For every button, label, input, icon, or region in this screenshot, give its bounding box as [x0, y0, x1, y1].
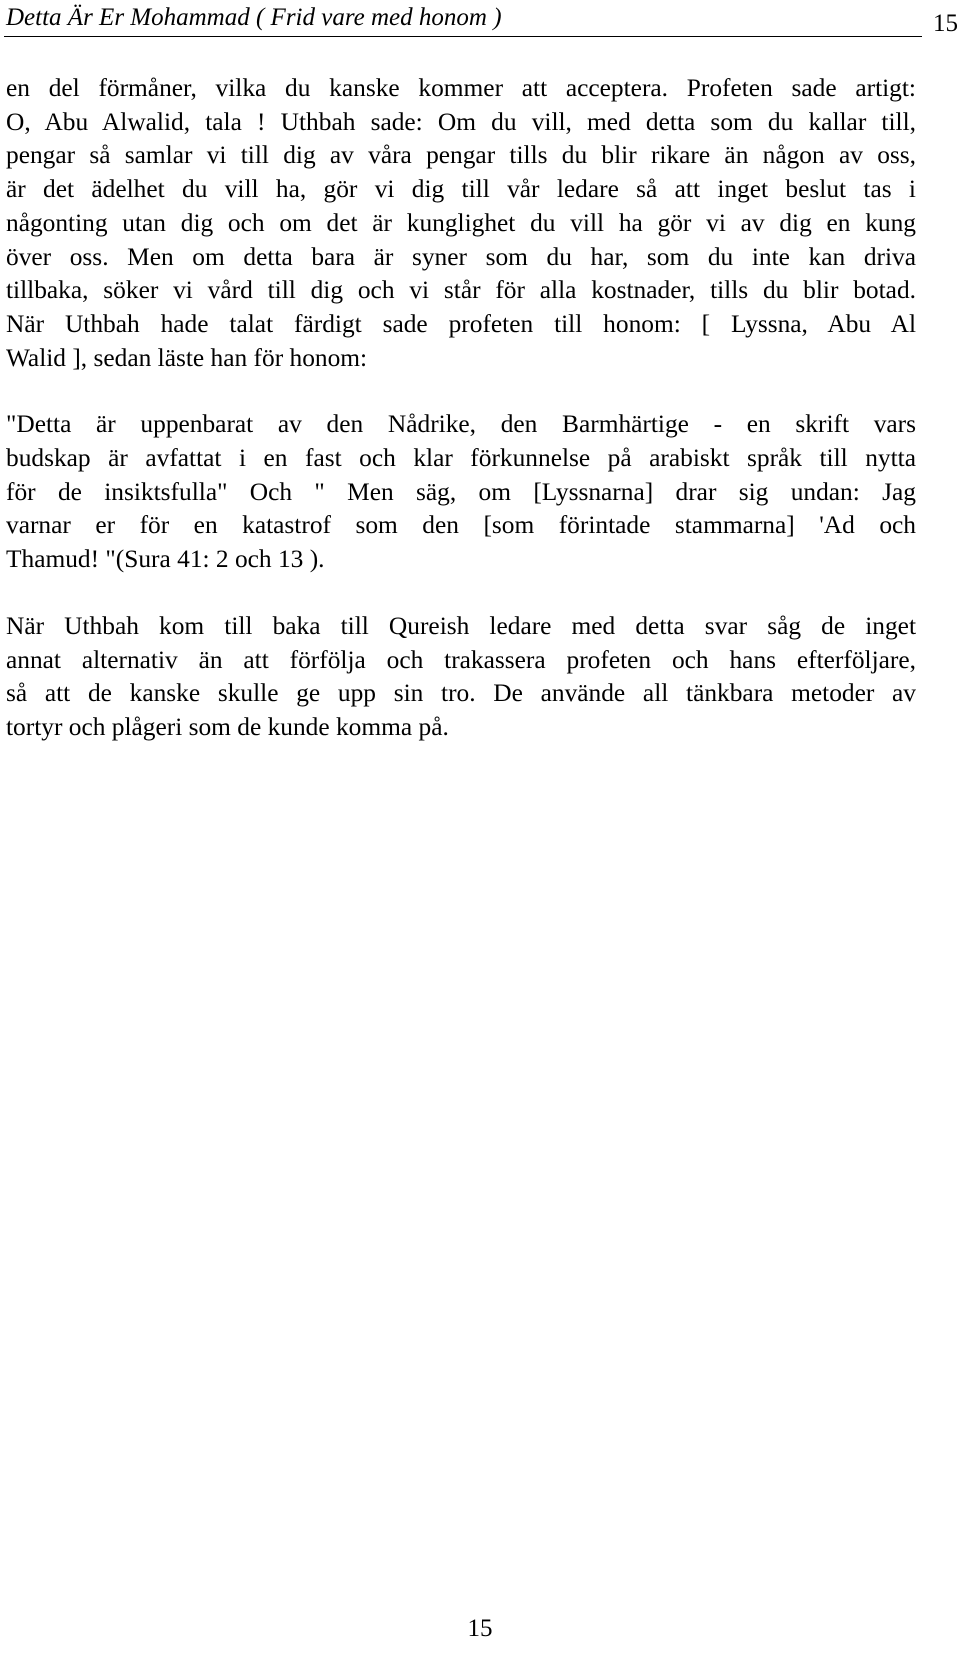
text-line: någonting utan dig och om det är kunglighet du vill ha gör vi av dig en kung	[6, 208, 916, 237]
text-line: annat alternativ än att förfölja och trakassera profeten och hans efterföljare,	[6, 645, 916, 674]
text-line: över oss. Men om detta bara är syner som du har, som du inte kan driva	[6, 242, 916, 271]
text-line: När Uthbah kom till baka till Qureish ledare med detta svar såg de inget	[6, 611, 916, 640]
text-line: Walid ], sedan läste han för honom:	[6, 343, 368, 372]
text-line: O, Abu Alwalid, tala ! Uthbah sade: Om du vill, med detta som du kallar till,	[6, 107, 916, 136]
text-line: så att de kanske skulle ge upp sin tro. De använde all tänkbara metoder av	[6, 679, 916, 708]
text-line: När Uthbah hade talat färdigt sade profeten till honom: [ Lyssna, Abu Al	[6, 309, 916, 338]
text-line: för de insiktsfulla" Och " Men säg, om [Lyssnarna] drar sig undan: Jag	[6, 477, 916, 506]
paragraph	[6, 408, 916, 577]
running-title: Detta Är Er Mohammad ( Frid vare med honom )	[6, 4, 502, 31]
paragraph	[6, 72, 916, 375]
paragraph	[6, 610, 916, 745]
text-line: Thamud! "(Sura 41: 2 och 13 ).	[6, 545, 325, 574]
text-line: pengar så samlar vi till dig av våra pengar tills du blir rikare än någon av oss,	[6, 141, 916, 170]
body-text	[6, 72, 916, 745]
text-line: tillbaka, söker vi vård till dig och vi står för alla kostnader, tills du blir botad.	[6, 276, 916, 305]
page-header	[4, 0, 958, 37]
text-line: tortyr och plågeri som de kunde komma på.	[6, 712, 449, 741]
text-line: en del förmåner, vilka du kanske kommer att acceptera. Profeten sade artigt:	[6, 74, 916, 102]
text-line: varnar er för en katastrof som den [som förintade stammarna] 'Ad och	[6, 511, 916, 540]
text-line: budskap är avfattat i en fast och klar förkunnelse på arabiskt språk till nytta	[6, 444, 916, 473]
text-line: "Detta är uppenbarat av den Nådrike, den Barmhärtige - en skrift vars	[6, 410, 916, 439]
text-line: är det ädelhet du vill ha, gör vi dig till vår ledare så att inget beslut tas i	[6, 175, 916, 204]
footer-page-number: 15	[467, 1615, 493, 1642]
header-page-number: 15	[933, 10, 958, 37]
